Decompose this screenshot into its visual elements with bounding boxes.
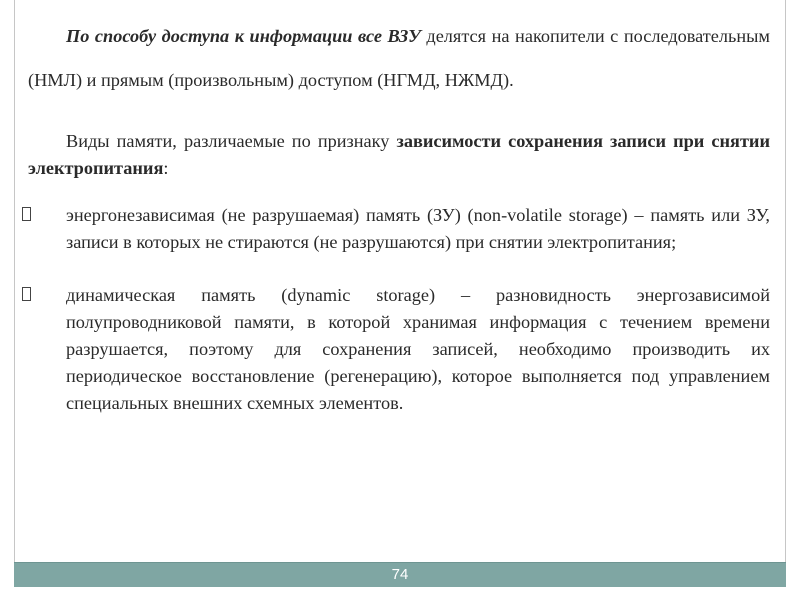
- paragraph-access-method: [28, 14, 770, 102]
- page-number: 74: [391, 566, 409, 583]
- paragraph-lead: По способу доступа к информации все ВЗУ: [66, 26, 421, 46]
- paragraph-memory-types: [28, 128, 770, 182]
- list-item-text: энергонезависимая (не разрушаемая) память (ЗУ) (non-volatile storage) – память или ЗУ, записи в которых не стираются (не разрушаются) при снятии электропитания;: [66, 205, 770, 252]
- bullet-box-icon: [22, 207, 31, 221]
- paragraph-rest: делятся на накопители с последовательным (НМЛ) и прямым (произвольным) доступом (НГМД, НЖМД).: [28, 26, 770, 90]
- list-item: [28, 282, 770, 417]
- paragraph-emphasis: зависимости сохранения записи при снятии электропитания: [28, 131, 770, 178]
- list-item: [28, 202, 770, 256]
- footer-bar: [14, 562, 786, 587]
- paragraph-lead: Виды памяти, различаемые по признаку: [66, 131, 397, 151]
- slide-content: [28, 14, 770, 417]
- bullet-box-icon: [22, 287, 31, 301]
- paragraph-tail: :: [163, 158, 169, 178]
- list-item-text: динамическая память (dynamic storage) – разновидность энергозависимой полупроводниковой памяти, в которой хранимая информация с течением времени разрушается, поэтому для сохранения записей, необходимо производить их периодическое восстановление (регенерацию), которое выполняется под управлением специальных внешних схемных элементов.: [66, 285, 770, 413]
